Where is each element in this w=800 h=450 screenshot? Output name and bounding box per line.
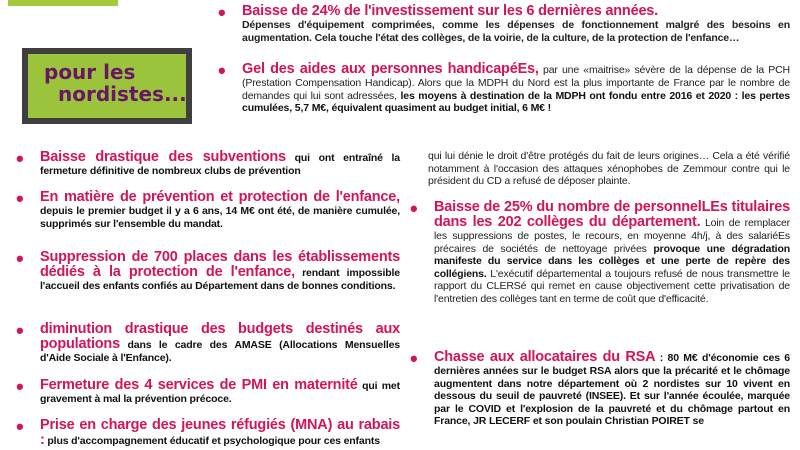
item-heading: En matière de prévention et protection de l'enfance, xyxy=(40,189,400,205)
bullet-icon: • xyxy=(16,374,24,399)
item-heading: diminution drastique des budgets destinés aux populations xyxy=(40,321,400,352)
list-item-subventions xyxy=(16,146,400,178)
item-heading: Baisse de 25% du nombre de personnelLEs titulaires dans les 202 collèges du département. xyxy=(434,199,790,230)
item-heading: Prise en charge des jeunes réfugiés (MNA) au rabais : xyxy=(40,417,400,448)
item-body: Dépenses d'équipement comprimées, comme les dépenses de fonctionnement malgré des besoins en augmentation. Cela touche l'état des collèges, de la voirie, de la culture, de la protection de l'enfance… xyxy=(242,19,790,44)
list-item-suppression-places xyxy=(16,246,400,293)
list-item-handicap xyxy=(218,58,790,115)
list-item-pmi xyxy=(16,374,400,406)
bullet-icon: • xyxy=(16,246,24,271)
badge-label xyxy=(28,54,186,118)
list-item-investissement xyxy=(218,0,790,44)
item-body: depuis le premier budget il y a 6 ans, 14 M€ ont été, de manière cumulée, supprimés sur l'ensemble du mandat. xyxy=(40,205,400,230)
item-body: par une «maitrise» sévère de la dépense de la PCH (Prestation Compensation Handicap). Alors que la MDPH du Nord est la plus importante de France par le nombre de demandes qui lui sont adressées, xyxy=(242,64,790,102)
item-heading: Gel des aides aux personnes handicapéEs, xyxy=(242,61,539,77)
bullet-icon: • xyxy=(410,346,418,371)
bullet-icon: • xyxy=(16,318,24,343)
item-heading: Fermeture des 4 services de PMI en maternité xyxy=(40,377,358,393)
badge-line-2: nordistes... xyxy=(58,82,187,106)
list-item-mna xyxy=(16,414,400,448)
item-heading: Baisse de 24% de l'investissement sur les 6 dernières années. xyxy=(242,3,658,19)
badge-line-1: pour les xyxy=(44,60,136,84)
item-body-end: (INSEE). Et sur l'année écoulée, marquée par le COVID et l'explosion de la pauvreté et du chômage partout en France, JR LECERF et son poulain Christian POIRET se xyxy=(434,390,790,427)
item-body: plus d'accompagnement éducatif et psychologique pour ces enfants xyxy=(47,435,380,447)
list-item-protection-enfance xyxy=(16,186,400,230)
bullet-icon: • xyxy=(16,414,24,439)
section-badge xyxy=(22,48,192,124)
item-body-strong: les moyens à destination de la MDPH ont fondu entre 2016 et 2020 : les pertes cumulées, 5,7 M€, équivalent quasiment au budget initial, 6 M€ ! xyxy=(242,89,790,114)
item-body-end: L'exécutif départemental a toujours refusé de nous transmettre le rapport du CLERSé qui remet en cause objectivement cette privatisation de l'entretien des collèges tant en terme de coût que d'efficacité. xyxy=(434,267,790,305)
list-item-personnels-colleges xyxy=(410,196,790,305)
item-body: dans le cadre des AMASE (Allocations Mensuelles d'Aide Sociale à l'Enfance). xyxy=(40,339,400,364)
list-item-rsa xyxy=(410,346,790,428)
bullet-icon: • xyxy=(218,0,226,25)
bullet-icon: • xyxy=(218,58,226,83)
bullet-icon: • xyxy=(16,146,24,171)
item-heading: Baisse drastique des subventions xyxy=(40,149,286,165)
list-item-amase xyxy=(16,318,400,365)
item-body-strong: : 80 M€ d'économie ces 6 dernières années sur le budget RSA alors que la précarité et le chômage augmentent dans notre département où 2 nordistes sur 10 vivent en dessous du seuil de pauvreté xyxy=(434,352,790,402)
item-heading: Suppression de 700 places dans les établissements dédiés à la protection de l'enfance, xyxy=(40,249,400,280)
bullet-icon: • xyxy=(16,186,24,211)
item-body: qui met gravement à mal la prévention précoce. xyxy=(40,380,400,405)
item-heading: Chasse aux allocataires du RSA xyxy=(434,349,656,365)
continuation-text: qui lui dénie le droit d'être protégés du fait de leurs origines… Cela a été vérifié notamment à l'occasion des attaques xénophobes de Zemmour contre qui le président du CD a refusé de déposer plainte. xyxy=(428,150,790,187)
bullet-icon: • xyxy=(410,196,418,221)
item-body: qui ont entraîné la fermeture définitive de nombreux clubs de prévention xyxy=(40,152,400,177)
item-body: Loin de remplacer les suppressions de postes, le recours, en moyenne 4h/j, à des salariéEs précaires de sociétés de nettoyage privées xyxy=(434,217,790,255)
item-body: rendant impossible l'accueil des enfants confiés au Département dans de bonnes conditions. xyxy=(40,267,400,292)
item-body-strong: provoque une dégradation manifeste du service dans les collèges et une perte de repère des collégiens. xyxy=(434,242,790,280)
top-accent-strip xyxy=(8,0,118,6)
